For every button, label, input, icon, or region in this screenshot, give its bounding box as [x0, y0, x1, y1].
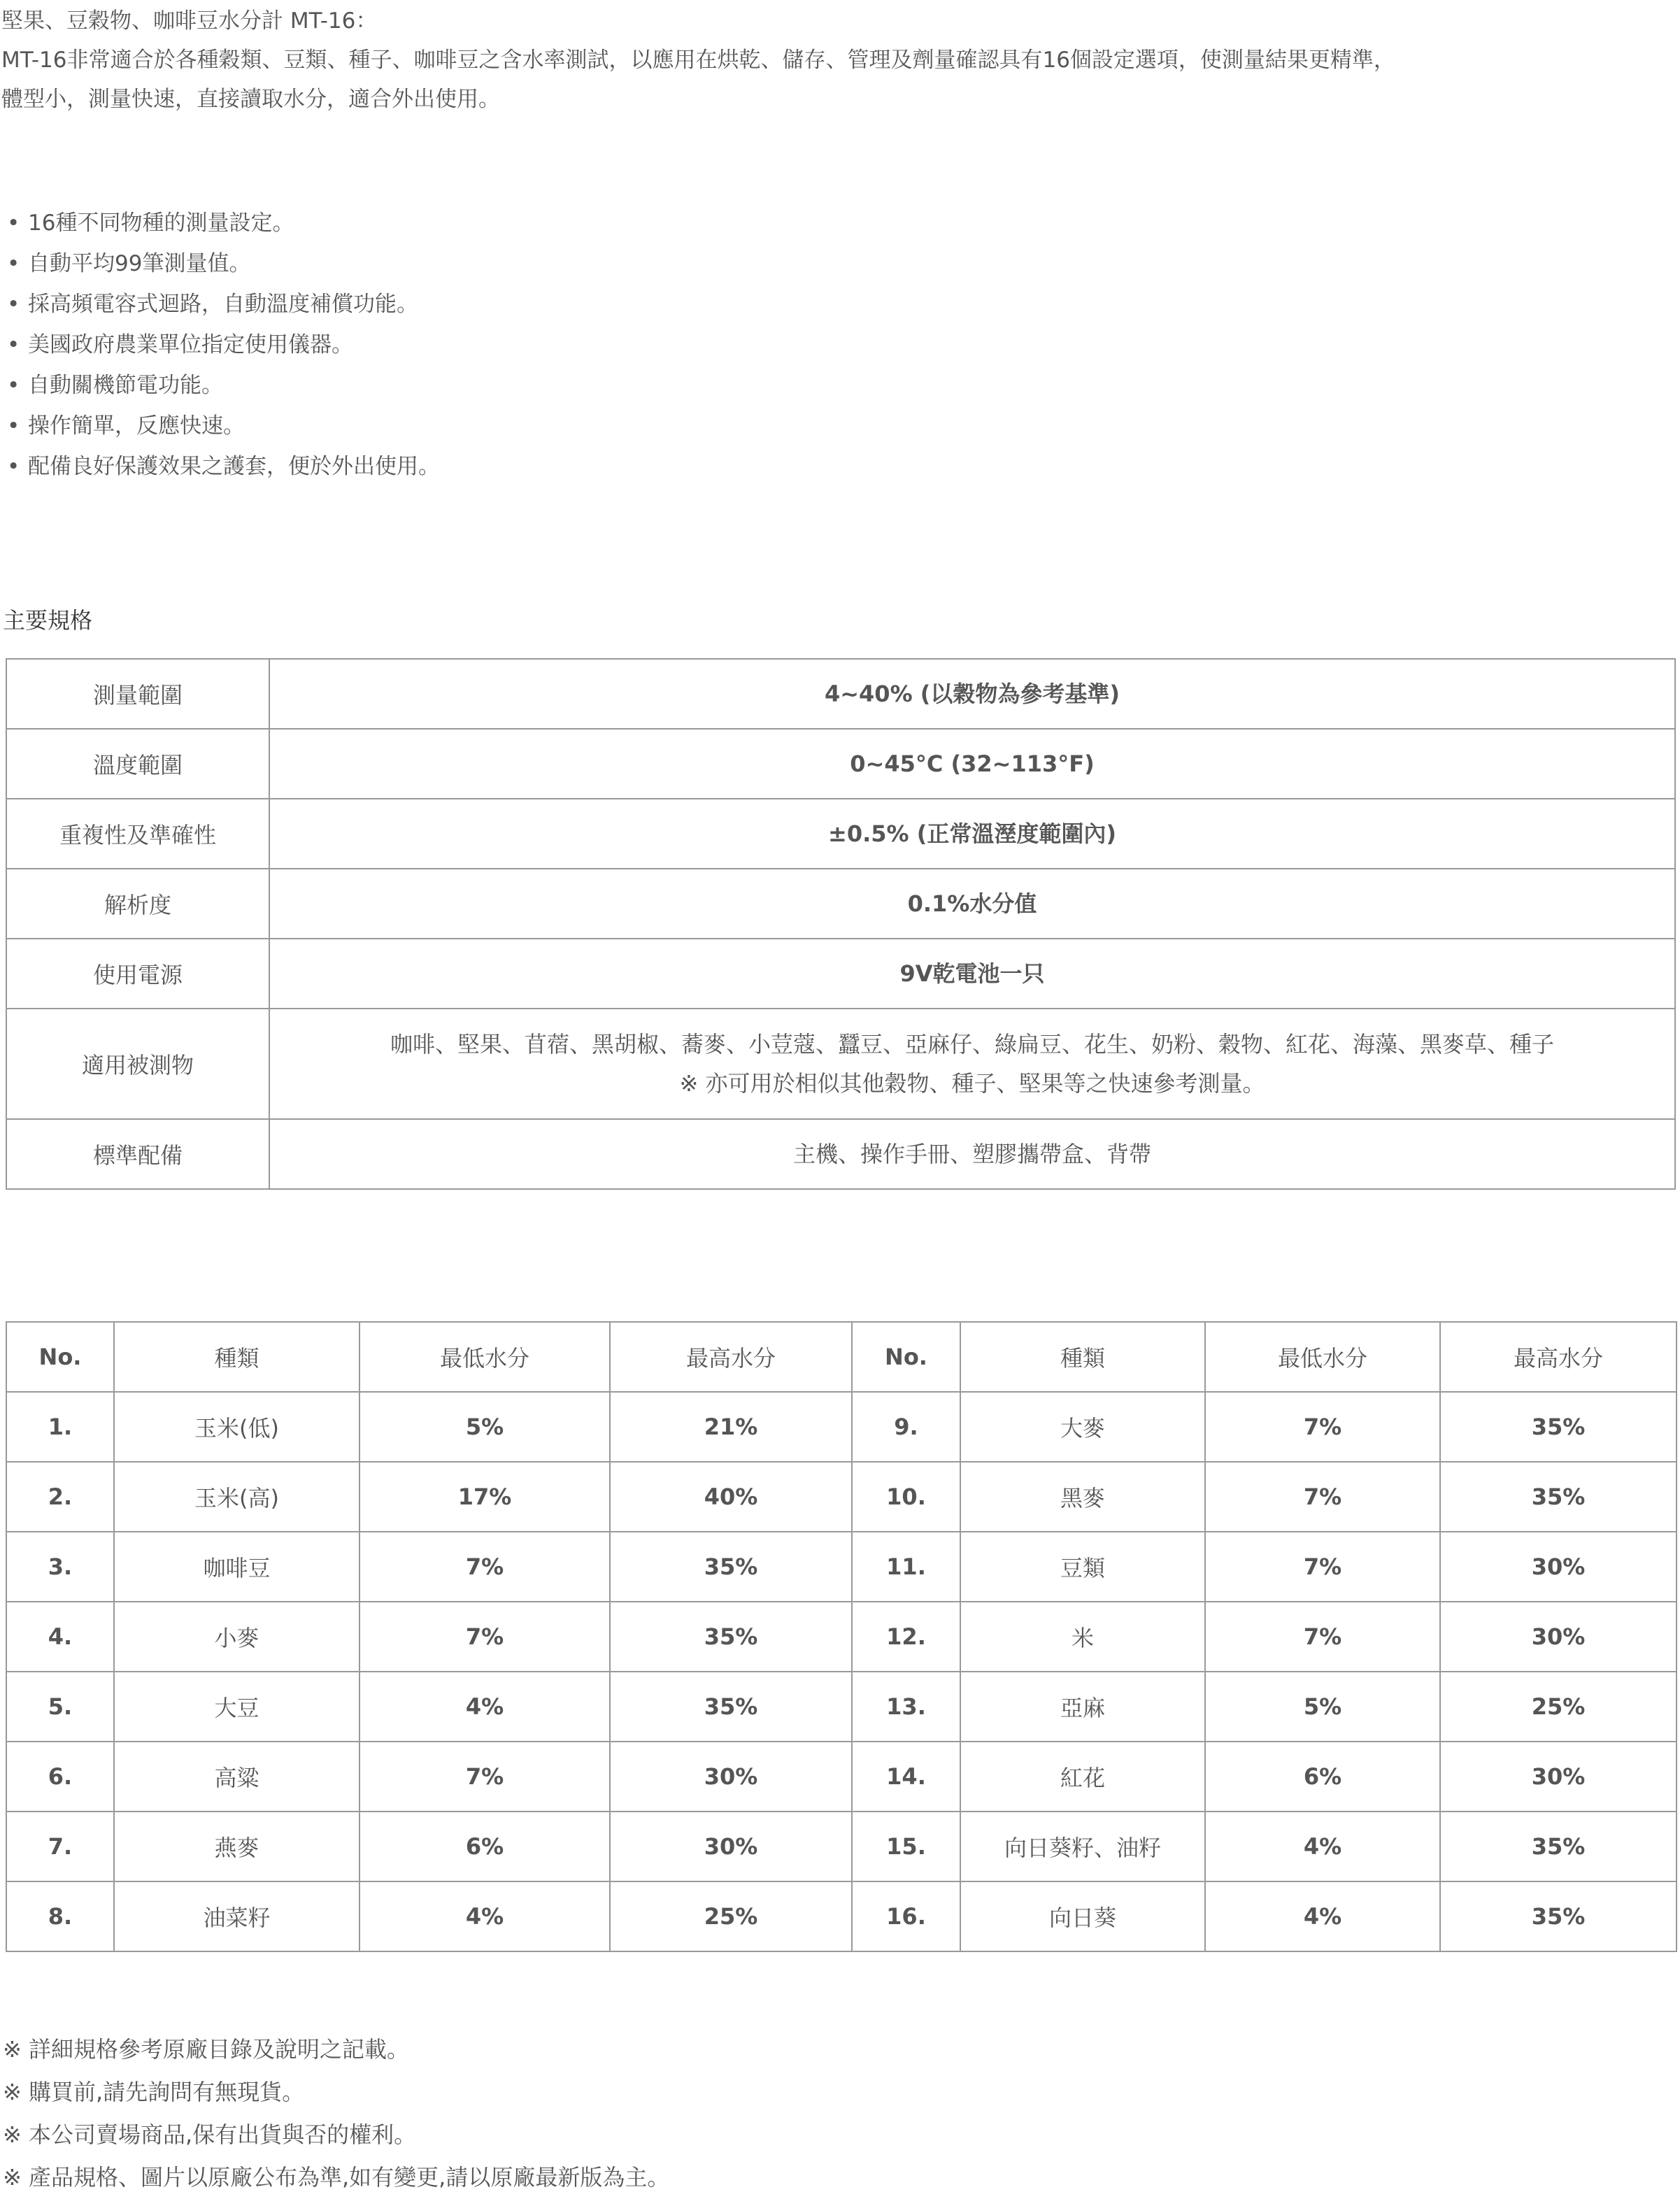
range-body [6, 1392, 1677, 1951]
table-cell: 3. [6, 1532, 114, 1602]
spec-value [269, 1009, 1675, 1119]
table-row [6, 659, 1675, 729]
feature-item: • 自動平均99筆測量值。 [7, 243, 440, 284]
table-cell: 6% [1205, 1742, 1440, 1812]
table-cell: 向日葵籽、油籽 [960, 1812, 1205, 1881]
table-cell: 13. [852, 1672, 960, 1742]
table-row [6, 1881, 1677, 1951]
spec-label: 使用電源 [6, 939, 269, 1009]
table-cell: 油菜籽 [114, 1881, 360, 1951]
table-cell: 11. [852, 1532, 960, 1602]
table-cell: 30% [610, 1742, 852, 1812]
column-header: 最高水分 [610, 1322, 852, 1392]
table-cell: 5% [1205, 1672, 1440, 1742]
spec-table [6, 658, 1676, 1190]
table-cell: 14. [852, 1742, 960, 1812]
feature-item: • 操作簡單，反應快速。 [7, 406, 440, 446]
table-cell: 12. [852, 1602, 960, 1672]
column-header: No. [852, 1322, 960, 1392]
table-cell: 高粱 [114, 1742, 360, 1812]
table-cell: 30% [1440, 1742, 1677, 1812]
intro-line-2: 體型小，測量快速，直接讀取水分，適合外出使用。 [1, 87, 500, 112]
spec-label: 解析度 [6, 869, 269, 939]
table-row [6, 1392, 1677, 1462]
applicable-items: 咖啡、堅果、苜蓿、黑胡椒、蕎麥、小荳蔻、蠶豆、亞麻仔、綠扁豆、花生、奶粉、穀物、紅花、海藻、黑麥草、種子 [390, 1031, 1554, 1058]
table-cell: 25% [1440, 1672, 1677, 1742]
feature-item: • 配備良好保護效果之護套，便於外出使用。 [7, 446, 440, 487]
table-cell: 4% [1205, 1812, 1440, 1881]
bullet-icon: • [7, 413, 20, 439]
table-cell: 玉米(低) [114, 1392, 360, 1462]
table-cell: 35% [1440, 1812, 1677, 1881]
bullet-icon: • [7, 332, 20, 357]
table-cell: 5% [360, 1392, 610, 1462]
spec-value: 0.1%水分值 [269, 869, 1675, 939]
feature-item: • 採高頻電容式迴路，自動溫度補償功能。 [7, 284, 440, 325]
table-cell: 7% [1205, 1602, 1440, 1672]
table-cell: 1. [6, 1392, 114, 1462]
feature-item: • 美國政府農業單位指定使用儀器。 [7, 325, 440, 365]
spec-label: 測量範圍 [6, 659, 269, 729]
product-title: 堅果、豆穀物、咖啡豆水分計 MT-16： [1, 8, 378, 34]
table-cell: 6. [6, 1742, 114, 1812]
table-cell: 4% [1205, 1881, 1440, 1951]
table-row [6, 1742, 1677, 1812]
bullet-icon: • [7, 454, 20, 479]
column-header: 最低水分 [360, 1322, 610, 1392]
table-cell: 小麥 [114, 1602, 360, 1672]
table-cell: 向日葵 [960, 1881, 1205, 1951]
spec-value: ±0.5% (正常溫溼度範圍內) [269, 799, 1675, 869]
table-cell: 15. [852, 1812, 960, 1881]
table-row [6, 939, 1675, 1009]
table-cell: 米 [960, 1602, 1205, 1672]
table-row [6, 869, 1675, 939]
table-cell: 30% [1440, 1602, 1677, 1672]
table-cell: 30% [1440, 1532, 1677, 1602]
table-row [6, 1812, 1677, 1881]
table-cell: 40% [610, 1462, 852, 1532]
table-cell: 25% [610, 1881, 852, 1951]
spec-label: 標準配備 [6, 1119, 269, 1189]
table-cell: 7. [6, 1812, 114, 1881]
bullet-icon: • [7, 211, 20, 236]
table-cell: 7% [360, 1742, 610, 1812]
table-cell: 黑麥 [960, 1462, 1205, 1532]
table-cell: 燕麥 [114, 1812, 360, 1881]
product-intro [1, 1, 1677, 119]
bullet-icon: • [7, 373, 20, 398]
feature-item: • 自動關機節電功能。 [7, 365, 440, 406]
table-cell: 35% [610, 1602, 852, 1672]
table-row [6, 1009, 1675, 1119]
table-cell: 16. [852, 1881, 960, 1951]
spec-heading: 主要規格 [3, 607, 93, 634]
table-cell: 35% [1440, 1392, 1677, 1462]
table-cell: 35% [1440, 1462, 1677, 1532]
table-row [6, 1119, 1675, 1189]
moisture-range-table [6, 1321, 1677, 1952]
spec-label: 適用被測物 [6, 1009, 269, 1119]
spec-value: 4~40% (以穀物為參考基準) [269, 659, 1675, 729]
column-header: 最低水分 [1205, 1322, 1440, 1392]
table-cell: 7% [360, 1532, 610, 1602]
intro-line-1: MT-16非常適合於各種穀類、豆類、種子、咖啡豆之含水率測試，以應用在烘乾、儲存、管理及劑量確認具有16個設定選項，使測量結果更精準， [1, 48, 1395, 73]
table-cell: 10. [852, 1462, 960, 1532]
note-item: ※ 購買前,請先詢問有無現貨。 [3, 2079, 305, 2105]
table-header-row [6, 1322, 1677, 1392]
table-cell: 7% [360, 1602, 610, 1672]
table-cell: 7% [1205, 1532, 1440, 1602]
bullet-icon: • [7, 292, 20, 317]
table-cell: 5. [6, 1672, 114, 1742]
feature-list [7, 203, 440, 487]
table-cell: 7% [1205, 1392, 1440, 1462]
table-cell: 4% [360, 1881, 610, 1951]
table-cell: 35% [610, 1532, 852, 1602]
table-cell: 紅花 [960, 1742, 1205, 1812]
notes-list [3, 2028, 669, 2199]
table-cell: 9. [852, 1392, 960, 1462]
table-row [6, 729, 1675, 799]
feature-item: • 16種不同物種的測量設定。 [7, 203, 440, 243]
table-cell: 21% [610, 1392, 852, 1462]
bullet-icon: • [7, 251, 20, 276]
spec-label: 重複性及準確性 [6, 799, 269, 869]
column-header: 種類 [960, 1322, 1205, 1392]
table-cell: 6% [360, 1812, 610, 1881]
table-cell: 豆類 [960, 1532, 1205, 1602]
table-row [6, 1602, 1677, 1672]
spec-value: 主機、操作手冊、塑膠攜帶盒、背帶 [269, 1119, 1675, 1189]
note-item: ※ 詳細規格參考原廠目錄及說明之記載。 [3, 2036, 409, 2063]
table-cell: 17% [360, 1462, 610, 1532]
table-cell: 8. [6, 1881, 114, 1951]
spec-value: 0~45°C (32~113°F) [269, 729, 1675, 799]
table-cell: 35% [610, 1672, 852, 1742]
column-header: 最高水分 [1440, 1322, 1677, 1392]
table-cell: 亞麻 [960, 1672, 1205, 1742]
spec-label: 溫度範圍 [6, 729, 269, 799]
table-row [6, 799, 1675, 869]
spec-value: 9V乾電池一只 [269, 939, 1675, 1009]
table-cell: 2. [6, 1462, 114, 1532]
table-cell: 4% [360, 1672, 610, 1742]
table-cell: 30% [610, 1812, 852, 1881]
table-row [6, 1672, 1677, 1742]
table-cell: 大豆 [114, 1672, 360, 1742]
table-cell: 大麥 [960, 1392, 1205, 1462]
table-cell: 4. [6, 1602, 114, 1672]
table-row [6, 1532, 1677, 1602]
applicable-note: ※ 亦可用於相似其他穀物、種子、堅果等之快速參考測量。 [679, 1070, 1265, 1097]
table-cell: 玉米(高) [114, 1462, 360, 1532]
note-item: ※ 本公司賣場商品,保有出貨與否的權利。 [3, 2121, 417, 2148]
note-item: ※ 產品規格、圖片以原廠公布為準,如有變更,請以原廠最新版為主。 [3, 2164, 670, 2191]
column-header: No. [6, 1322, 114, 1392]
table-cell: 35% [1440, 1881, 1677, 1951]
table-cell: 咖啡豆 [114, 1532, 360, 1602]
table-cell: 7% [1205, 1462, 1440, 1532]
column-header: 種類 [114, 1322, 360, 1392]
table-row [6, 1462, 1677, 1532]
